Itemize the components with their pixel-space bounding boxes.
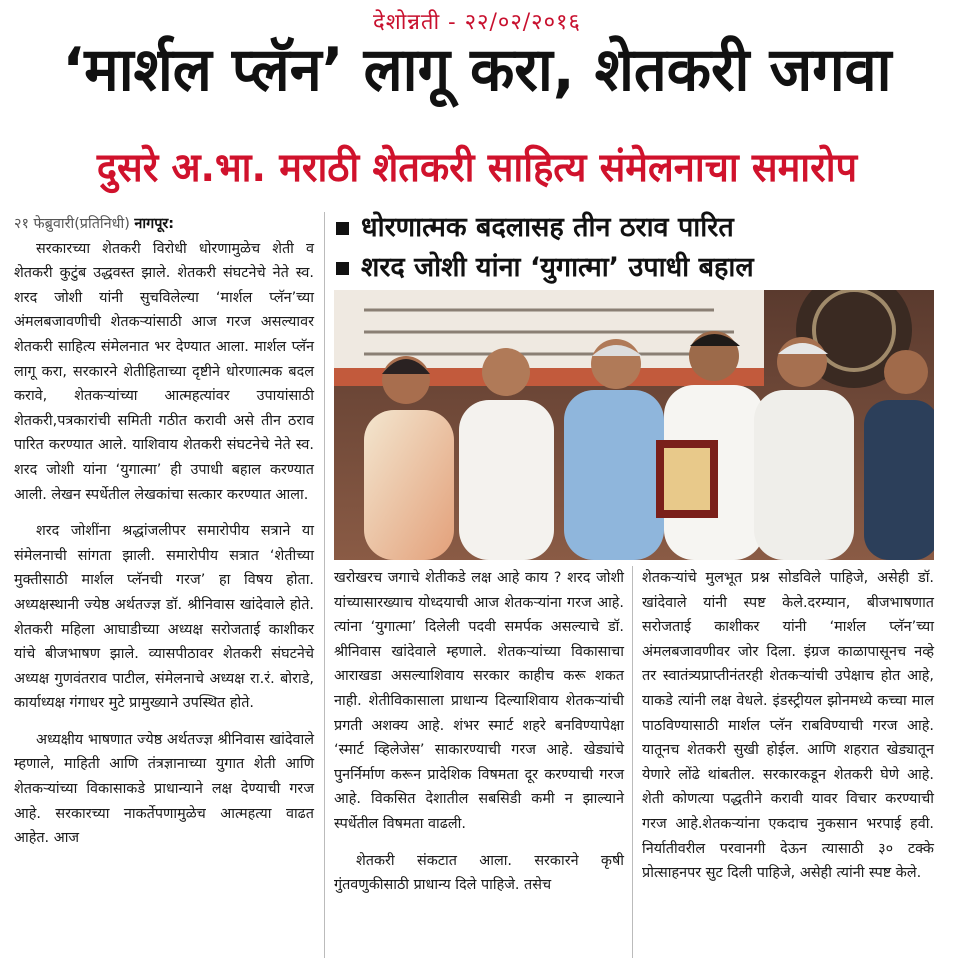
paragraph: शेतकरी संकटात आला. सरकारने कृषी गुंतवणुकीसाठी प्राधान्य दिले पाहिजे. तसेच (334, 852, 624, 894)
bullet-item (336, 208, 940, 248)
bullet-square-icon (336, 222, 349, 235)
paragraph: शरद जोशींना श्रद्धांजलीपर समारोपीय सत्राने या संमेलनाची सांगता झाली. समारोपीय सत्रात ‘शेतीच्या मुक्तीसाठी मार्शल प्लॅनची गरज’ हा विषय होता. अध्यक्षस्थानी ज्येष्ठ अर्थतज्ज्ञ डॉ. श्रीनिवास खांदेवाले होते. शेतकरी महिला आघाडीच्या अध्यक्ष सरोजताई काशीकर यांचे बीजभाषण झाले. व्यासपीठावर शेतकरी संघटनेचे अध्यक्ष गुणवंतराव पाटील, संमेलनाचे अध्यक्ष रा.रं. बोराडे, कार्याध्यक्ष गंगाधर मुटे प्रामुख्याने उपस्थित होते. (14, 523, 314, 712)
column-divider (324, 212, 325, 958)
bullet-text: धोरणात्मक बदलासह तीन ठराव पारित (361, 212, 734, 243)
paragraph: सरकारच्या शेतकरी विरोधी धोरणामुळेच शेती व शेतकरी कुटुंब उद्धवस्त झाले. शेतकरी संघटनेचे नेते स्व. शरद जोशी यांनी सुचविलेल्या ‘मार्शल प्लॅन’च्या अंमलबजावणीची शेतकऱ्यांसाठी आज गरज असल्यावर शेतकरी साहित्य संमेलनात भर देण्यात आला. मार्शल प्लॅन लागू करा, सरकारने शेतीहिताच्या दृष्टीने धोरणात्मक बदल करावे, शेतकऱ्यांच्या आत्महत्यांवर उपायांसाठी शेतकरी,पत्रकारांची समिती गठीत करावी असे तीन ठराव पारित करण्यात आले. याशिवाय शेतकरी संघटनेचे नेते स्व. शरद जोशी यांना ‘युगात्मा’ ही उपाधी बहाल करण्यात आली. लेखन स्पर्धेतील लेखकांचा सत्कार करण्यात आला. (14, 240, 314, 503)
subheadline: दुसरे अ.भा. मराठी शेतकरी साहित्य संमेलनाचा समारोप (96, 145, 858, 191)
event-photo-illustration (334, 290, 934, 560)
newspaper-source-line: देशोन्नती - २२/०२/२०१६ (373, 10, 581, 35)
article-column-2 (334, 566, 624, 898)
event-photo (334, 290, 934, 560)
paragraph: खरोखरच जगाचे शेतीकडे लक्ष आहे काय ? शरद जोशी यांच्यासारख्याच योध्दयाची आज शेतकऱ्यांना गरज आहे. त्यांना ‘युगात्मा’ दिलेली पदवी समर्पक असल्याचे डॉ. श्रीनिवास खांदेवाले म्हणाले. शेतकऱ्यांच्या विकासाचा आराखडा असल्याशिवाय सरकार काहीच करू शकत नाही. शेतीविकासाला प्राधान्य दिल्याशिवाय शेतकऱ्यांची प्रगती अशक्य आहे. शंभर स्मार्ट शहरे बनविण्यापेक्षा ‘स्मार्ट व्हिलेजेस’ साकारण्याची गरज आहे. खेड्यांचे पुनर्निर्माण करून प्रादेशिक विषमता दूर करण्याची गरज आहे. विकसित देशातील सबसिडी कमी न झाल्याने स्पर्धेतील विषमता वाढली. (334, 570, 624, 832)
paragraph: शेतकऱ्यांचे मुलभूत प्रश्न सोडविले पाहिजे, असेही डॉ. खांदेवाले यांनी स्पष्ट केले.दरम्यान, बीजभाषणात सरोजताई काशीकर यांनी ‘मार्शल प्लॅन’च्या अंमलबजावणीवर जोर दिला. इंग्रज काळापासूनच नव्हे तर स्वातंत्र्यप्राप्तीनंतरही शेतकऱ्यांची उपेक्षाच होत आहे, याकडे त्यांनी लक्ष वेधले. इंडस्ट्रीयल झोनमध्ये कच्चा माल पाठविण्यासाठी मार्शल प्लॅन राबविण्याची गरज आहे. यातूनच शेतकरी सुखी होईल. आणि शहरात खेड्यातून येणारे लोंढे थांबतील. सरकारकडून शेतकरी घेणे आहे. शेती कोणत्या पद्धतीने करावी यावर विचार करण्याची गरज आहे.शेतकऱ्यांना एकदाच नुकसान भरपाई हवी. निर्यातीवरील परवानगी देऊन त्यासाठी ३० टक्के प्रोत्साहनपर सुट दिली पाहिजे, असेही त्यांनी स्पष्ट केले. (642, 570, 934, 882)
highlight-bullets (336, 208, 940, 288)
dateline (14, 212, 314, 237)
headline: ‘मार्शल प्लॅन’ लागू करा, शेतकरी जगवा (62, 35, 892, 105)
bullet-text: शरद जोशी यांना ‘युगात्मा’ उपाधी बहाल (361, 252, 754, 283)
dateline-place: नागपूर: (134, 216, 175, 232)
column-divider (632, 566, 633, 958)
bullet-square-icon (336, 262, 349, 275)
article-column-1 (14, 212, 314, 851)
dateline-date: २१ फेब्रुवारी(प्रतिनिधी) (14, 216, 130, 232)
article-column-3 (642, 566, 934, 886)
paragraph: अध्यक्षीय भाषणात ज्येष्ठ अर्थतज्ज्ञ श्रीनिवास खांदेवाले म्हणाले, माहिती आणि तंत्रज्ञानाच्या युगात शेती आणि शेतकऱ्यांच्या विकासाकडे प्राधान्याने लक्ष देण्याची गरज आहे. सरकारच्या नाकर्तेपणामुळेच आत्महत्या वाढत आहेत. आज (14, 731, 314, 847)
bullet-item (336, 248, 940, 288)
